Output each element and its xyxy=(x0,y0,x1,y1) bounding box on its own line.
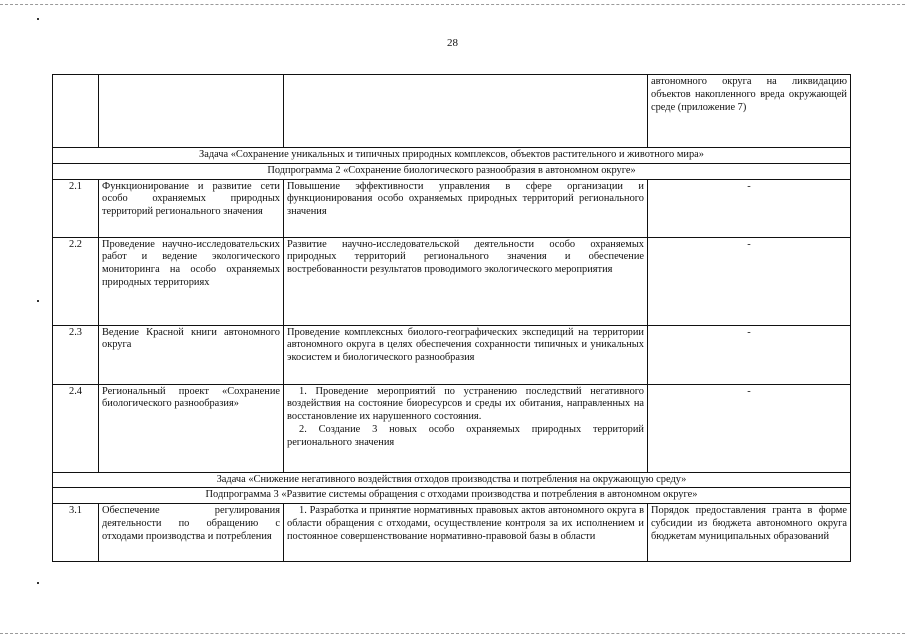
cell-num: 2.1 xyxy=(53,179,99,237)
scan-speck xyxy=(37,582,39,584)
table-row xyxy=(53,75,851,148)
task-heading-row xyxy=(53,472,851,488)
table-row xyxy=(53,504,851,562)
cell-procedure: - xyxy=(648,237,851,325)
task-heading-row xyxy=(53,148,851,164)
goal-item-1: 1. Проведение мероприятий по устранению последствий негативного воздействия на состояние биоресурсов и среды их обитания, направленных на восстановление их нарушенного состояния. xyxy=(287,385,644,423)
table-row xyxy=(53,179,851,237)
cell-procedure: - xyxy=(648,325,851,384)
subprogram-heading: Подпрограмма 2 «Сохранение биологического разнообразия в автономном округе» xyxy=(53,163,851,179)
cell-name: Региональный проект «Сохранение биологического разнообразия» xyxy=(99,384,284,472)
subprogram-heading-row xyxy=(53,163,851,179)
cell-name xyxy=(99,75,284,148)
table-row xyxy=(53,237,851,325)
scan-edge-top xyxy=(0,4,905,5)
scan-edge-bottom xyxy=(0,633,905,634)
cell-name: Функционирование и развитие сети особо охраняемых природных территорий регионального значения xyxy=(99,179,284,237)
cell-procedure: - xyxy=(648,179,851,237)
cell-procedure: - xyxy=(648,384,851,472)
goal-item-1: 1. Разработка и принятие нормативных правовых актов автономного округа в области обращения с отходами, осуществление контроля за их исполнением и постоянное совершенствование нормативно-правовой базы в области xyxy=(287,505,644,542)
cell-name: Проведение научно-исследовательских работ и ведение экологического мониторинга на особо охраняемых природных территориях xyxy=(99,237,284,325)
cell-goal: Проведение комплексных биолого-географических экспедиций на территории автономного округа в целях обеспечения сохранности типичных и уникальных экосистем и биологического разнообразия xyxy=(284,325,648,384)
cell-procedure: автономного округа на ликвидацию объектов накопленного вреда окружающей среде (приложение 7) xyxy=(648,75,851,148)
cell-num: 3.1 xyxy=(53,504,99,562)
table-row xyxy=(53,384,851,472)
measures-table xyxy=(52,74,851,562)
cell-num: 2.3 xyxy=(53,325,99,384)
task-heading: Задача «Сохранение уникальных и типичных природных комплексов, объектов растительного и животного мира» xyxy=(53,148,851,164)
cell-procedure: Порядок предоставления гранта в форме субсидии из бюджета автономного округа бюджетам муниципальных образований xyxy=(648,504,851,562)
cell-name: Ведение Красной книги автономного округа xyxy=(99,325,284,384)
cell-goal: Развитие научно-исследовательской деятельности особо охраняемых природных территорий регионального значения и обеспечение востребованности результатов проводимого экологического мероприятия xyxy=(284,237,648,325)
goal-item-2: 2. Создание 3 новых особо охраняемых природных территорий регионального значения xyxy=(287,423,644,448)
cell-goal: Повышение эффективности управления в сфере организации и функционирования особо охраняемых природных территорий регионального значения xyxy=(284,179,648,237)
cell-num: 2.4 xyxy=(53,384,99,472)
cell-goal xyxy=(284,384,648,472)
cell-name: Обеспечение регулирования деятельности по обращению с отходами производства и потребления xyxy=(99,504,284,562)
scan-speck xyxy=(37,300,39,302)
scan-speck xyxy=(37,18,39,20)
cell-num xyxy=(53,75,99,148)
subprogram-heading-row xyxy=(53,488,851,504)
subprogram-heading: Подпрограмма 3 «Развитие системы обращения с отходами производства и потребления в автономном округе» xyxy=(53,488,851,504)
cell-num: 2.2 xyxy=(53,237,99,325)
table-row xyxy=(53,325,851,384)
cell-goal xyxy=(284,75,648,148)
cell-goal xyxy=(284,504,648,562)
page-number: 28 xyxy=(447,37,458,49)
task-heading: Задача «Снижение негативного воздействия отходов производства и потребления на окружающую среду» xyxy=(53,472,851,488)
